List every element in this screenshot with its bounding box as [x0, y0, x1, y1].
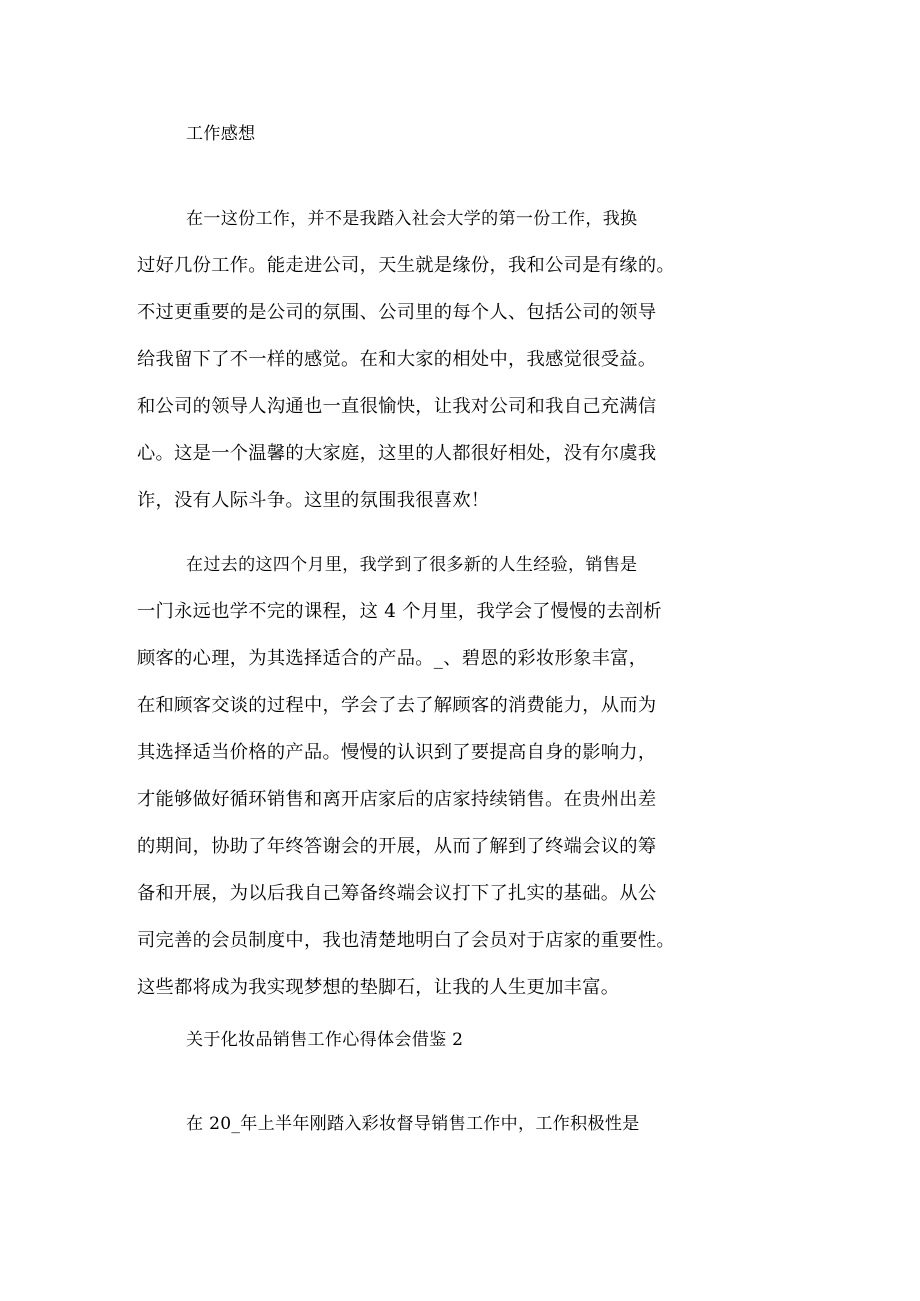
paragraph-line: 一门永远也学不完的课程，这 4 个月里，我学会了慢慢的去剖析	[137, 601, 662, 622]
paragraph-line: 其选择适当价格的产品。慢慢的认识到了要提高自身的影响力，	[137, 742, 657, 763]
paragraph-line: 在过去的这四个月里，我学到了很多新的人生经验，销售是	[186, 555, 638, 575]
paragraph-line: 和公司的领导人沟通也一直很愉快，让我对公司和我自己充满信	[137, 396, 657, 417]
section-heading: 工作感想	[186, 124, 256, 144]
paragraph-line: 这些都将成为我实现梦想的垫脚石，让我的人生更加丰富。	[137, 977, 620, 998]
paragraph-line: 备和开展，为以后我自己筹备终端会议打下了扎实的基础。从公	[137, 883, 657, 904]
paragraph-line: 司完善的会员制度中，我也清楚地明白了会员对于店家的重要性。	[137, 930, 675, 951]
paragraph-line: 的期间，协助了年终答谢会的开展，从而了解到了终端会议的筹	[137, 836, 657, 857]
paragraph-line: 不过更重要的是公司的氛围、公司里的每个人、包括公司的领导	[137, 302, 657, 323]
paragraph-line: 心。这是一个温馨的大家庭，这里的人都很好相处，没有尔虞我	[137, 443, 657, 464]
paragraph-line: 给我留下了不一样的感觉。在和大家的相处中，我感觉很受益。	[137, 349, 657, 370]
paragraph-line: 才能够做好循环销售和离开店家后的店家持续销售。在贵州出差	[137, 789, 657, 810]
paragraph-line: 顾客的心理，为其选择适合的产品。_、碧恩的彩妆形象丰富，	[137, 648, 648, 669]
section-heading: 关于化妆品销售工作心得体会借鉴 2	[186, 1030, 464, 1050]
paragraph-line: 诈，没有人际斗争。这里的氛围我很喜欢！	[137, 490, 490, 511]
paragraph-line: 在和顾客交谈的过程中，学会了去了解顾客的消费能力，从而为	[137, 695, 657, 716]
paragraph-line: 在 20_年上半年刚踏入彩妆督导销售工作中，工作积极性是	[186, 1114, 640, 1134]
paragraph-line: 在一这份工作，并不是我踏入社会大学的第一份工作，我换	[186, 209, 638, 229]
paragraph-line: 过好几份工作。能走进公司，天生就是缘份，我和公司是有缘的。	[137, 255, 675, 276]
